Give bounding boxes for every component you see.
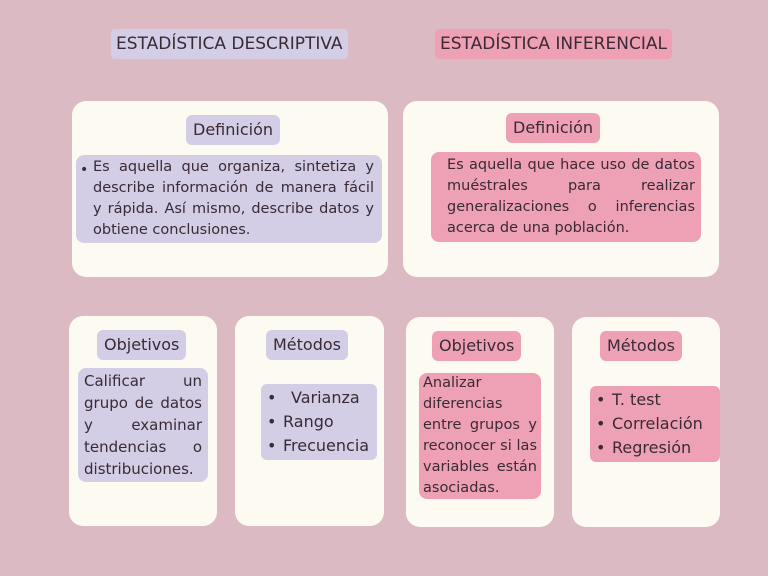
inferencial-objectives-label: Objetivos	[432, 331, 521, 361]
descriptiva-methods-list	[261, 384, 377, 460]
bullet-dot: •	[80, 162, 89, 178]
inferencial-methods-label: Métodos	[600, 331, 682, 361]
method-item: • Varianza	[265, 386, 373, 410]
descriptiva-definition-text: Es aquella que organiza, sintetiza y describe información de manera fácil y rápida. Así mismo, describe datos y obtiene conclusiones.	[93, 159, 374, 238]
inferencial-definition-text: Es aquella que hace uso de datos muéstrales para realizar generalizaciones o inferencias acerca de una población.	[431, 152, 701, 242]
method-item: • Rango	[265, 410, 373, 434]
method-item: • Correlación	[594, 412, 716, 436]
descriptiva-definition-list	[76, 155, 382, 243]
inferencial-definition-card	[403, 101, 719, 277]
descriptiva-objectives-label: Objetivos	[97, 330, 186, 360]
descriptiva-objectives-card	[69, 316, 217, 526]
descriptiva-methods-label: Métodos	[266, 330, 348, 360]
inferencial-definition-label: Definición	[506, 113, 600, 143]
descriptiva-definition-label: Definición	[186, 115, 280, 145]
descriptiva-header: ESTADÍSTICA DESCRIPTIVA	[111, 29, 348, 59]
method-item: • Frecuencia	[265, 434, 373, 458]
inferencial-methods-card	[572, 317, 720, 527]
method-item: • T. test	[594, 388, 716, 412]
descriptiva-methods-card	[235, 316, 384, 526]
inferencial-methods-list	[590, 386, 720, 462]
inferencial-objectives-text: Analizar diferencias entre grupos y reconocer si las variables están asociadas.	[419, 373, 541, 499]
inferencial-header: ESTADÍSTICA INFERENCIAL	[435, 29, 672, 59]
inferencial-objectives-card	[406, 317, 554, 527]
descriptiva-objectives-text: Calificar un grupo de datos y examinar tendencias o distribuciones.	[78, 368, 208, 482]
descriptiva-definition-card	[72, 101, 388, 277]
method-item: • Regresión	[594, 436, 716, 460]
